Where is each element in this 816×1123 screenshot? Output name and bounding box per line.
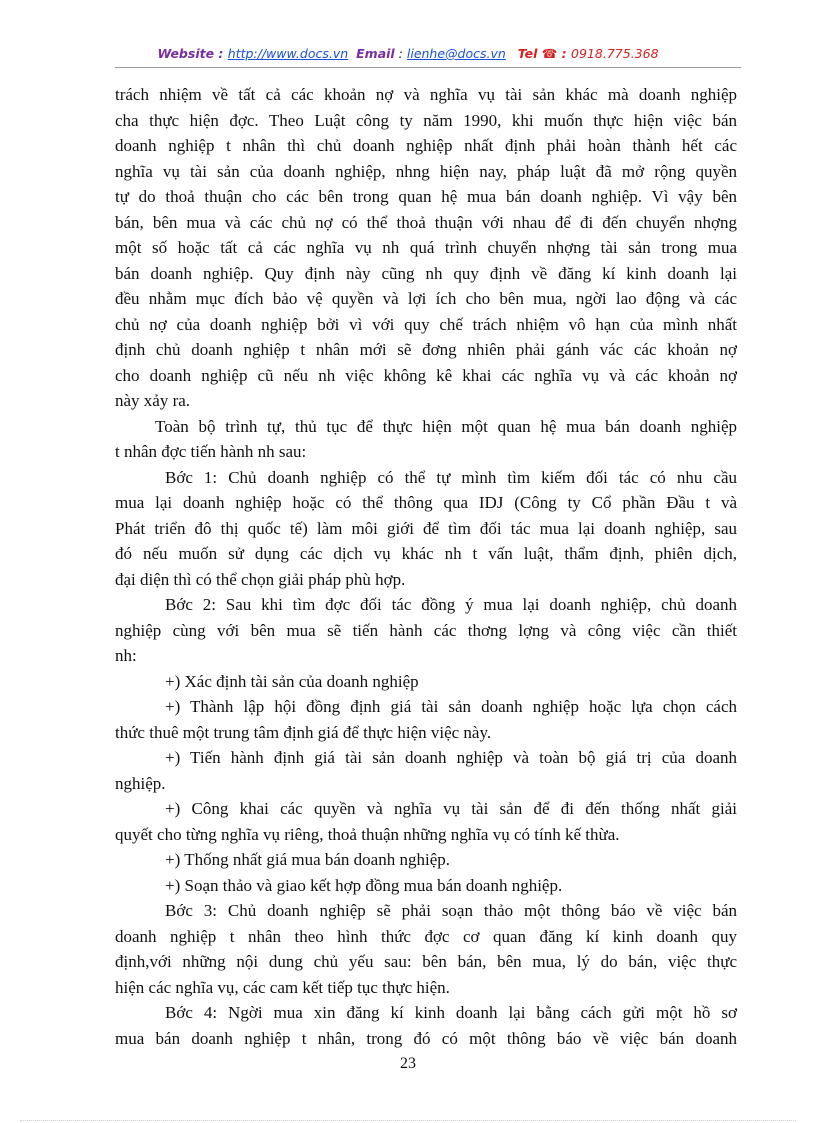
- text-line: Toàn bộ trình tự, thủ tục để thực hiện một quan hệ mua bán doanh nghiệp: [155, 416, 737, 436]
- text-line: cho doanh nghiệp cũ nếu nh việc không kê khai các nghĩa vụ và các khoản nợ: [115, 365, 737, 385]
- text-line: bán, bên mua và các chủ nợ có thể thoả thuận với nhau để đi đến chuyển nhợng: [115, 212, 737, 232]
- text-line: +) Tiến hành định giá tài sản doanh nghiệp và toàn bộ giá trị của doanh: [165, 748, 737, 767]
- text-line: nghiệp cùng với bên mua sẽ tiến hành các thơng lợng và công việc cần thiết: [115, 620, 737, 640]
- tel-number: 0918.775.368: [571, 46, 659, 61]
- text-line: t nhân đợc tiến hành nh sau:: [115, 442, 307, 461]
- text-line: doanh nghiệp t nhân theo hình thức đợc cơ quan đăng kí kinh doanh quy: [115, 926, 737, 946]
- text-line: một số hoặc tất cả các nghĩa vụ nh quá trình chuyển nhợng tài sản trong mua: [115, 238, 737, 257]
- text-line: quyết cho từng nghĩa vụ riêng, thoả thuận những nghĩa vụ có tính kế thừa.: [115, 824, 620, 844]
- text-line: trách nhiệm về tất cả các khoản nợ và nghĩa vụ tài sản khác mà doanh nghiệp: [115, 85, 737, 104]
- text-line: mua bán doanh nghiệp t nhân, trong đó có một thông báo về việc bán doanh: [115, 1028, 737, 1048]
- page-header: [0, 46, 816, 61]
- text-line: hiện các nghĩa vụ, các cam kết tiếp tục thực hiện.: [115, 977, 450, 997]
- tel-label: Tel ☎ :: [517, 46, 572, 61]
- text-line: cha thực hiện đợc. Theo Luật công ty năm 1990, khi muốn thực hiện việc bán: [115, 110, 737, 130]
- text-line: đại diện thì có thể chọn giải pháp phù hợp.: [115, 569, 406, 589]
- text-line: mua lại doanh nghiệp hoặc có thể thông qua IDJ (Công ty Cổ phần Đầu t và: [115, 493, 737, 512]
- text-line: bán doanh nghiệp. Quy định này cũng nh quy định về đăng kí kinh doanh lại: [115, 263, 737, 283]
- document-body: [115, 82, 737, 1051]
- text-line: nh:: [115, 646, 137, 665]
- text-line: +) Thống nhất giá mua bán doanh nghiệp.: [165, 850, 450, 869]
- text-line: Phát triển đô thị quốc tế) làm môi giới để tìm đối tác mua lại doanh nghiệp, sau: [115, 518, 737, 538]
- page-bottom-divider: [20, 1120, 796, 1121]
- text-line: Bớc 2: Sau khi tìm đợc đối tác đồng ý mua lại doanh nghiệp, chủ doanh: [165, 595, 737, 614]
- text-line: Bớc 4: Ngời mua xin đăng kí kinh doanh lại bằng cách gửi một hồ sơ: [165, 1003, 737, 1022]
- website-link[interactable]: http://www.docs.vn: [227, 46, 349, 61]
- text-line: +) Thành lập hội đồng định giá tài sản doanh nghiệp hoặc lựa chọn cách: [165, 697, 737, 716]
- text-line: nghĩa vụ tài sản của doanh nghiệp, nhng hiện nay, pháp luật đã mở rộng quyền: [115, 161, 737, 181]
- text-line: doanh nghiệp t nhân thì chủ doanh nghiệp nhất định phải hoàn thành hết các: [115, 136, 737, 155]
- header-divider: [115, 67, 741, 68]
- text-line: +) Soạn thảo và giao kết hợp đồng mua bán doanh nghiệp.: [165, 875, 563, 895]
- page-number: 23: [400, 1055, 416, 1072]
- text-line: định,với những nội dung chủ yếu sau: bên bán, bên mua, lý do bán, việc thực: [115, 952, 737, 971]
- text-line: này xảy ra.: [115, 391, 191, 410]
- email-separator: :: [394, 46, 407, 61]
- website-label: Website :: [157, 46, 228, 61]
- text-line: nghiệp.: [115, 773, 166, 793]
- text-line: thức thuê một trung tâm định giá để thực hiện việc này.: [115, 722, 492, 742]
- text-line: Bớc 1: Chủ doanh nghiệp có thể tự mình tìm kiếm đối tác có nhu cầu: [165, 467, 737, 487]
- text-line: định chủ doanh nghiệp t nhân mới sẽ đơng nhiên phải gánh vác các khoản nợ: [115, 340, 737, 359]
- text-line: Bớc 3: Chủ doanh nghiệp sẽ phải soạn thảo một thông báo về việc bán: [165, 901, 737, 920]
- text-line: +) Công khai các quyền và nghĩa vụ tài sản để đi đến thống nhất giải: [165, 799, 737, 818]
- text-line: chủ nợ của doanh nghiệp bởi vì với quy chế trách nhiệm vô hạn của mình nhất: [115, 314, 737, 334]
- text-line: đó nếu muốn sử dụng các dịch vụ khác nh t vấn luật, thẩm định, phiên dịch,: [115, 544, 737, 563]
- text-line: đều nhằm mục đích bảo vệ quyền và lợi ích cho bên mua, ngời lao động và các: [115, 289, 737, 308]
- text-line: tự do thoả thuận cho các bên trong quan hệ mua bán doanh nghiệp. Vì vậy bên: [115, 187, 737, 206]
- email-label: Email: [356, 46, 395, 61]
- text-line: +) Xác định tài sản của doanh nghiệp: [165, 671, 419, 691]
- email-link[interactable]: lienhe@docs.vn: [406, 46, 506, 61]
